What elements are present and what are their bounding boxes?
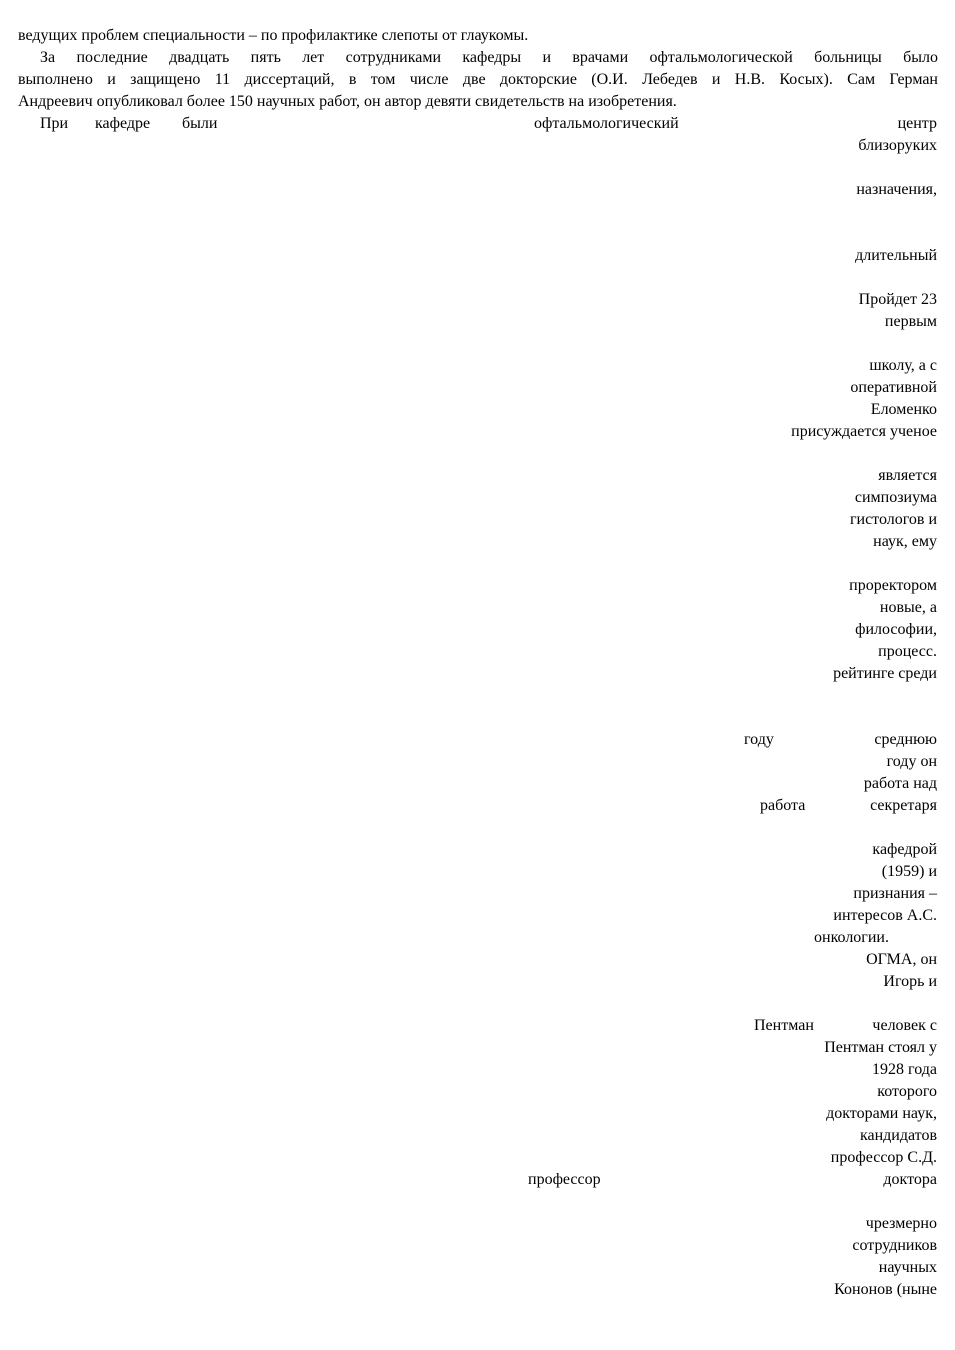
text-line: выполнено и защищено 11 диссертаций, в том числе две докторские (О.И. Лебедев и Н.В. Косых). Сам Герман (18, 71, 938, 88)
text-fragment: докторами наук, (826, 1105, 937, 1122)
text-fragment: проректором (849, 577, 937, 594)
text-fragment: При (40, 115, 69, 132)
text-fragment: школу, а с (869, 357, 937, 374)
text-fragment: среднюю (874, 731, 937, 748)
text-fragment: Еломенко (870, 401, 937, 418)
text-fragment: которого (877, 1083, 937, 1100)
text-fragment: первым (884, 313, 937, 330)
text-fragment: новые, а (879, 599, 937, 616)
text-fragment: длительный (855, 247, 937, 264)
text-line: Андреевич опубликовал более 150 научных работ, он автор девяти свидетельств на изобретения. (18, 93, 677, 110)
text-fragment: доктора (883, 1171, 937, 1188)
text-fragment: интересов А.С. (833, 907, 937, 924)
text-fragment: кандидатов (859, 1127, 937, 1144)
text-fragment: является (878, 467, 937, 484)
text-fragment: году он (886, 753, 937, 770)
text-fragment: Игорь и (883, 973, 937, 990)
text-fragment: гистологов и (849, 511, 937, 528)
text-fragment: ОГМА, он (866, 951, 937, 968)
text-fragment: офтальмологический (534, 115, 679, 132)
text-fragment: рейтинге среди (833, 665, 937, 682)
text-fragment: профессор (528, 1171, 601, 1188)
text-fragment: признания – (853, 885, 937, 902)
text-line: За последние двадцать пять лет сотрудниками кафедры и врачами офтальмологической больницы было (40, 49, 938, 66)
text-fragment: процесс. (878, 643, 937, 660)
text-fragment: Пентман (754, 1017, 814, 1034)
text-fragment: чрезмерно (865, 1215, 937, 1232)
text-fragment: близоруких (858, 137, 937, 154)
text-fragment: кафедре (95, 115, 151, 132)
text-fragment: центр (897, 115, 937, 132)
text-fragment: онкологии. (814, 929, 889, 946)
text-fragment: назначения, (856, 181, 937, 198)
text-line: ведущих проблем специальности – по профилактике слепоты от глаукомы. (18, 27, 529, 44)
text-fragment: секретаря (870, 797, 937, 814)
text-fragment: научных (878, 1259, 937, 1276)
text-fragment: человек с (872, 1017, 937, 1034)
text-fragment: философии, (855, 621, 937, 638)
text-fragment: 1928 года (872, 1061, 937, 1078)
text-fragment: симпозиума (854, 489, 937, 506)
text-fragment: оперативной (850, 379, 937, 396)
text-fragment: Кононов (ныне (834, 1281, 937, 1298)
text-fragment: работа над (863, 775, 937, 792)
text-fragment: сотрудников (852, 1237, 937, 1254)
text-fragment: профессор С.Д. (830, 1149, 937, 1166)
text-fragment: году (744, 731, 774, 748)
text-fragment: (1959) и (881, 863, 937, 880)
text-fragment: работа (760, 797, 806, 814)
text-fragment: наук, ему (873, 533, 937, 550)
text-fragment: кафедрой (872, 841, 937, 858)
text-fragment: Пройдет 23 (858, 291, 937, 308)
text-fragment: были (182, 115, 218, 132)
text-fragment: Пентман стоял у (824, 1039, 937, 1056)
text-fragment: присуждается ученое (791, 423, 937, 440)
